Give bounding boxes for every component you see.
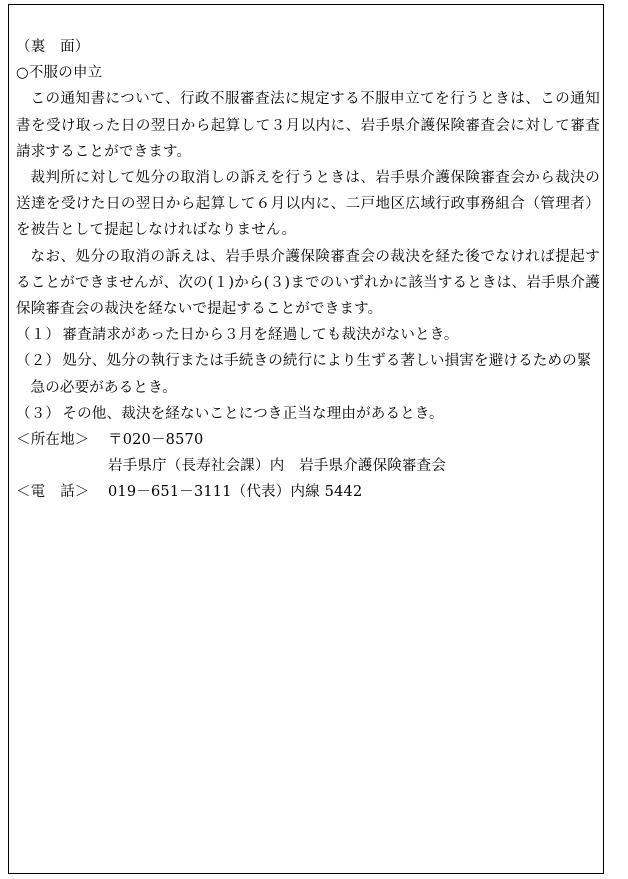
list-item (16, 322, 600, 348)
phone-label: ＜電 話＞ (16, 484, 90, 501)
item-text: その他、裁決を経ないことにつき正当な理由があるとき。 (62, 405, 444, 422)
item-number: （３） (16, 405, 61, 422)
paragraph-appeal: この通知書について、行政不服審査法に規定する不服申立てを行うときは、この通知書を受け取った日の翌日から起算して３月以内に、岩手県介護保険審査会に対して審査請求することができます。 (16, 91, 600, 160)
address-line: 岩手県庁（長寿社会課）内 岩手県介護保険審査会 (108, 458, 447, 475)
list-item (16, 401, 600, 427)
section-heading: ○不服の申立 (16, 65, 103, 82)
item-text: 審査請求があった日から３月を経過しても裁決がないとき。 (62, 327, 459, 344)
paragraph-exceptions: なお、処分の取消の訴えは、岩手県介護保険審査会の裁決を経た後でなければ提起することができませんが、次の(１)から(３)までのいずれかに該当するときは、岩手県介護保険審査会の裁決を経ないで提起することができます。 (16, 248, 600, 317)
document-body (16, 34, 600, 506)
address-row-2 (16, 453, 600, 479)
item-number: （１） (16, 327, 61, 344)
item-number: （２） (16, 353, 61, 370)
side-label: （裏 面） (16, 39, 90, 55)
paragraph-lawsuit: 裁判所に対して処分の取消しの訴えを行うときは、岩手県介護保険審査会から裁決の送達を受けた日の翌日から起算して６月以内に、二戸地区広域行政事務組合（管理者）を被告として提起しなければなりません。 (16, 169, 600, 239)
list-item (16, 348, 600, 400)
phone-number: 019－651－3111（代表）内線 5442 (108, 484, 363, 501)
address-row (16, 427, 600, 453)
address-label: ＜所在地＞ (16, 432, 90, 449)
phone-row (16, 479, 600, 505)
item-text: 処分、処分の執行または手続きの続行により生ずる著しい損害を避けるための緊急の必要があるとき。 (30, 353, 592, 396)
postal-code: 〒020－8570 (108, 432, 204, 449)
